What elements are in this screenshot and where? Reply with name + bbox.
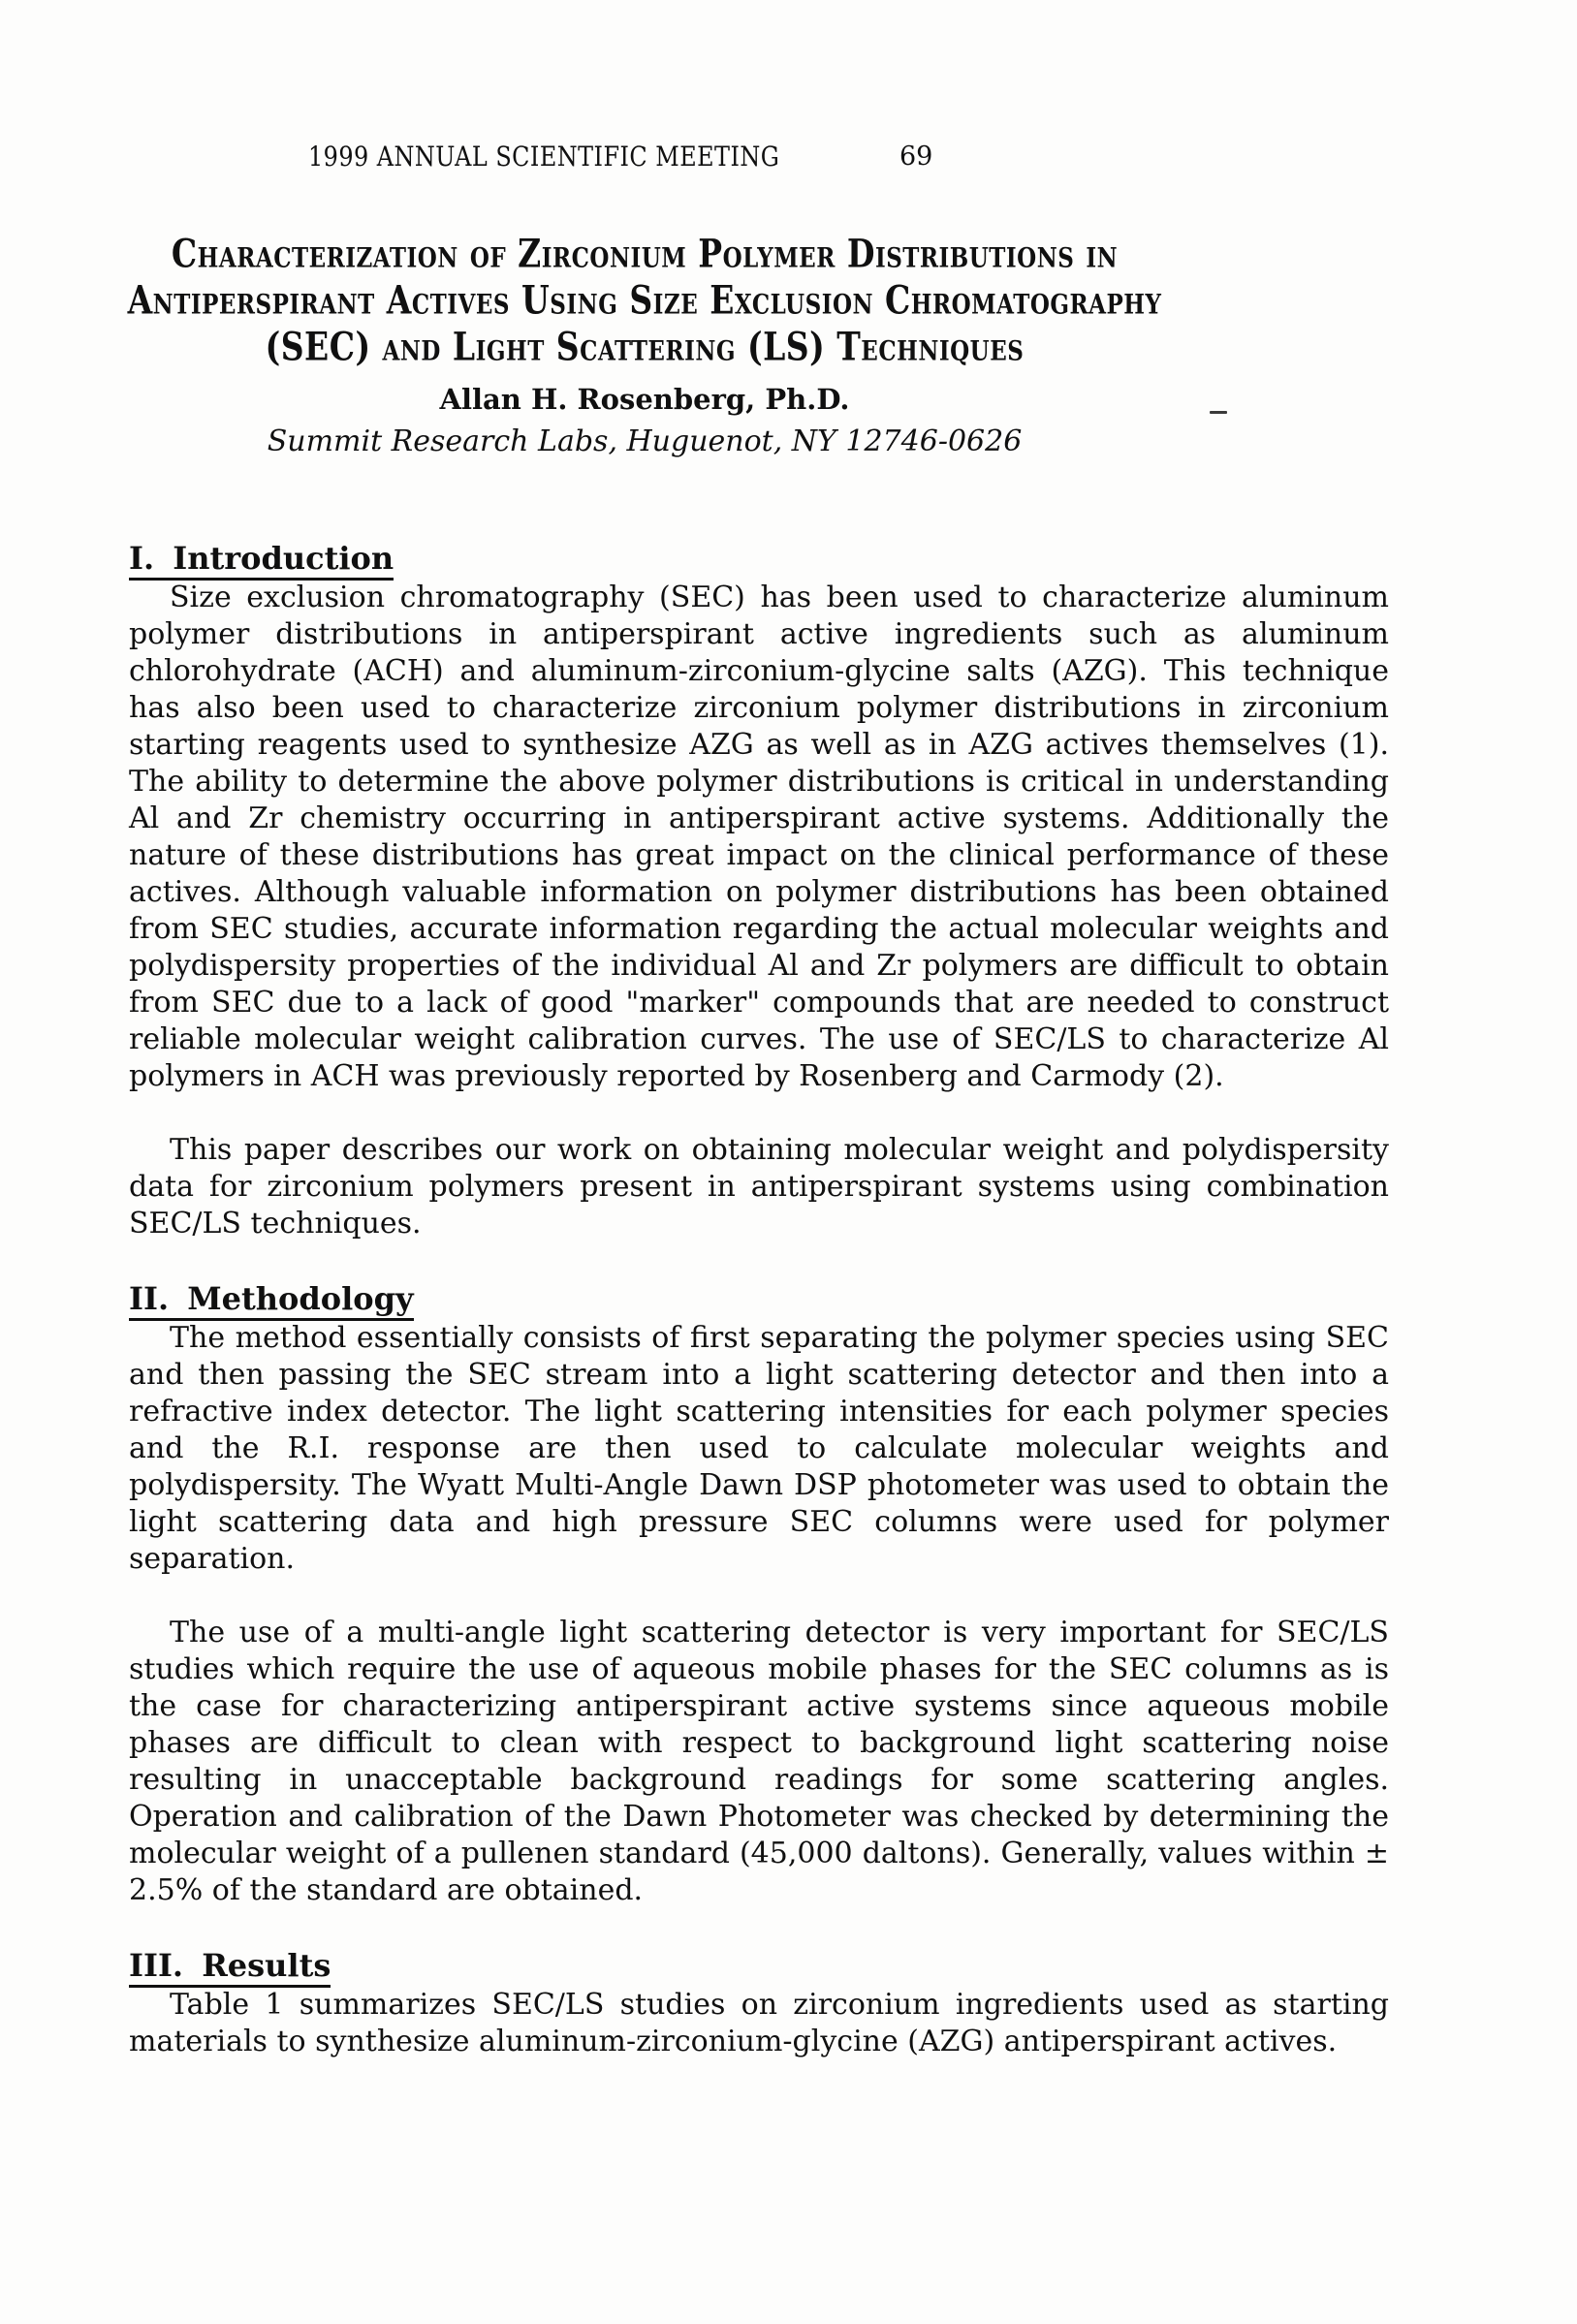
article-body <box>129 539 1389 2060</box>
article-title-line-2: Antiperspirant Actives Using Size Exclusion Chromatography <box>127 276 1162 324</box>
section-introduction <box>129 539 1389 1242</box>
author-affiliation: Summit Research Labs, Huguenot, NY 12746-0626 <box>267 424 1023 458</box>
results-paragraph-1: Table 1 summarizes SEC/LS studies on zirconium ingredients used as starting materials to synthesize aluminum-zirconium-glycine (AZG) antiperspirant actives. <box>129 1988 1389 2058</box>
section-heading-methodology: II. Methodology <box>129 1279 1389 1318</box>
section-heading-introduction: I. Introduction <box>129 539 1389 578</box>
article-title-line-3: (SEC) and Light Scattering (LS) Techniques <box>265 323 1025 370</box>
article-title-block <box>56 231 1233 459</box>
article-title-line-1: Characterization of Zirconium Polymer Distributions in <box>171 230 1119 277</box>
author-name: Allan H. Rosenberg, Ph.D. <box>439 383 850 416</box>
methodology-paragraph-2: The use of a multi-angle light scattering detector is very important for SEC/LS studies which require the use of aqueous mobile phases for the SEC columns as is the case for characterizing antiperspirant active systems since aqueous mobile phases are difficult to clean with respect to background light scattering noise resulting in unacceptable background readings for some scattering angles. Operation and calibration of the Dawn Photometer was checked by determining the molecular weight of a pullenen standard (45,000 daltons). Generally, values within ± 2.5% of the standard are obtained. <box>129 1616 1389 1907</box>
introduction-paragraph-1: Size exclusion chromatography (SEC) has been used to characterize aluminum polymer distributions in antiperspirant active ingredients such as aluminum chlorohydrate (ACH) and aluminum-zirconium-glycine salts (AZG). This technique has also been used to characterize zirconium polymer distributions in zirconium starting reagents used to synthesize AZG as well as in AZG actives themselves (1). The ability to determine the above polymer distributions is critical in understanding Al and Zr chemistry occurring in antiperspirant active systems. Additionally the nature of these distributions has great impact on the clinical performance of these actives. Although valuable information on polymer distributions has been obtained from SEC studies, accurate information regarding the actual molecular weights and polydispersity properties of the individual Al and Zr polymers are difficult to obtain from SEC due to a lack of good "marker" compounds that are needed to construct reliable molecular weight calibration curves. The use of SEC/LS to characterize Al polymers in ACH was previously reported by Rosenberg and Carmody (2). <box>129 581 1389 1093</box>
section-heading-results: III. Results <box>129 1946 1389 1985</box>
page-number: 69 <box>899 141 933 172</box>
section-results <box>129 1946 1389 2060</box>
scan-artifact-dash <box>1210 411 1227 414</box>
section-methodology <box>129 1279 1389 1909</box>
running-head <box>0 141 1577 174</box>
methodology-paragraph-1: The method essentially consists of first separating the polymer species using SEC and then passing the SEC stream into a light scattering detector and then into a refractive index detector. The light scattering intensities for each polymer species and the R.I. response are then used to calculate molecular weights and polydispersity. The Wyatt Multi-Angle Dawn DSP photometer was used to obtain the light scattering data and high pressure SEC columns were used for polymer separation. <box>129 1321 1389 1576</box>
introduction-paragraph-2: This paper describes our work on obtaining molecular weight and polydispersity data for zirconium polymers present in antiperspirant systems using combination SEC/LS techniques. <box>129 1133 1389 1241</box>
meeting-title: 1999 ANNUAL SCIENTIFIC MEETING <box>308 141 780 173</box>
